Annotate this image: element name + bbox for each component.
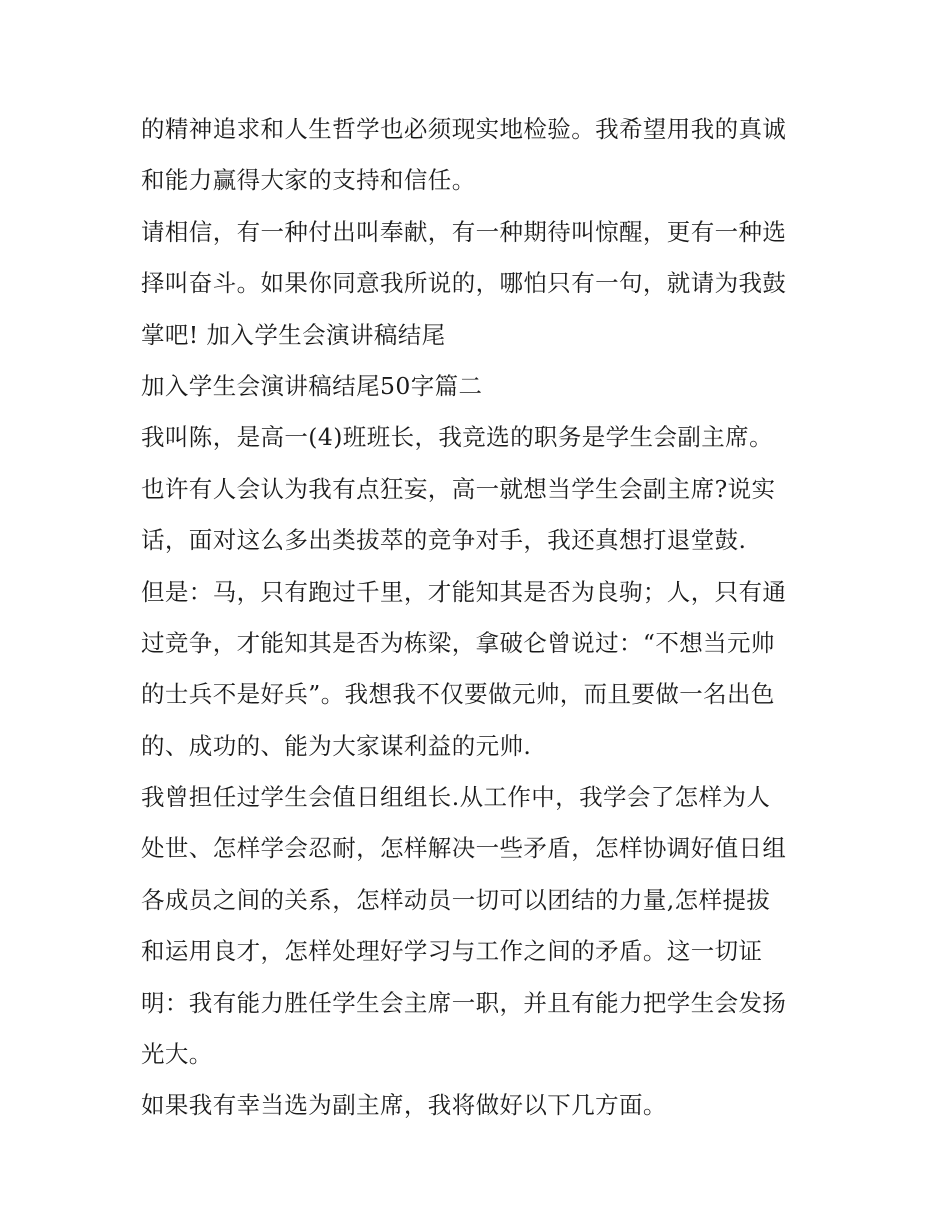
text-line-7: 我叫陈，是高一(4)班班长，我竞选的职务是学生会副主席。 bbox=[141, 423, 773, 452]
text-line-9: 话，面对这么多出类拔萃的竞争对手，我还真想打退堂鼓. bbox=[141, 526, 747, 555]
text-line-15: 处世、怎样学会忍耐，怎样解决一些矛盾，怎样协调好值日组 bbox=[141, 834, 787, 863]
document-body bbox=[141, 104, 821, 1132]
text-line-16: 各成员之间的关系，怎样动员一切可以团结的力量,怎样提拔 bbox=[141, 885, 771, 914]
text-line-20: 如果我有幸当选为副主席，我将做好以下几方面。 bbox=[141, 1091, 667, 1120]
text-line-18: 明：我有能力胜任学生会主席一职，并且有能力把学生会发扬 bbox=[141, 988, 787, 1017]
text-line-4: 择叫奋斗。如果你同意我所说的，哪怕只有一句，就请为我鼓 bbox=[141, 269, 787, 298]
text-line-2: 和能力赢得大家的支持和信任。 bbox=[141, 166, 476, 195]
text-line-11: 过竞争，才能知其是否为栋梁，拿破仑曾说过：“不想当元帅 bbox=[141, 628, 775, 657]
text-line-1: 的精神追求和人生哲学也必须现实地检验。我希望用我的真诚 bbox=[141, 115, 787, 143]
text-line-17: 和运用良才，怎样处理好学习与工作之间的矛盾。这一切证 bbox=[141, 937, 763, 966]
text-line-3: 请相信，有一种付出叫奉献，有一种期待叫惊醒，更有一种选 bbox=[141, 217, 787, 246]
text-line-5: 掌吧! 加入学生会演讲稿结尾 bbox=[141, 320, 446, 349]
text-line-12: 的士兵不是好兵”。我想我不仅要做元帅，而且要做一名出色 bbox=[141, 680, 775, 709]
text-line-19: 光大。 bbox=[141, 1040, 213, 1069]
text-line-13: 的、成功的、能为大家谋利益的元帅. bbox=[141, 731, 532, 760]
text-line-10: 但是：马，只有跑过千里，才能知其是否为良驹；人，只有通 bbox=[141, 577, 787, 606]
section-heading: 加入学生会演讲稿结尾50字篇二 bbox=[141, 371, 483, 400]
text-line-8: 也许有人会认为我有点狂妄，高一就想当学生会副主席?说实 bbox=[141, 474, 776, 503]
text-line-14: 我曾担任过学生会值日组组长.从工作中，我学会了怎样为人 bbox=[141, 783, 771, 812]
